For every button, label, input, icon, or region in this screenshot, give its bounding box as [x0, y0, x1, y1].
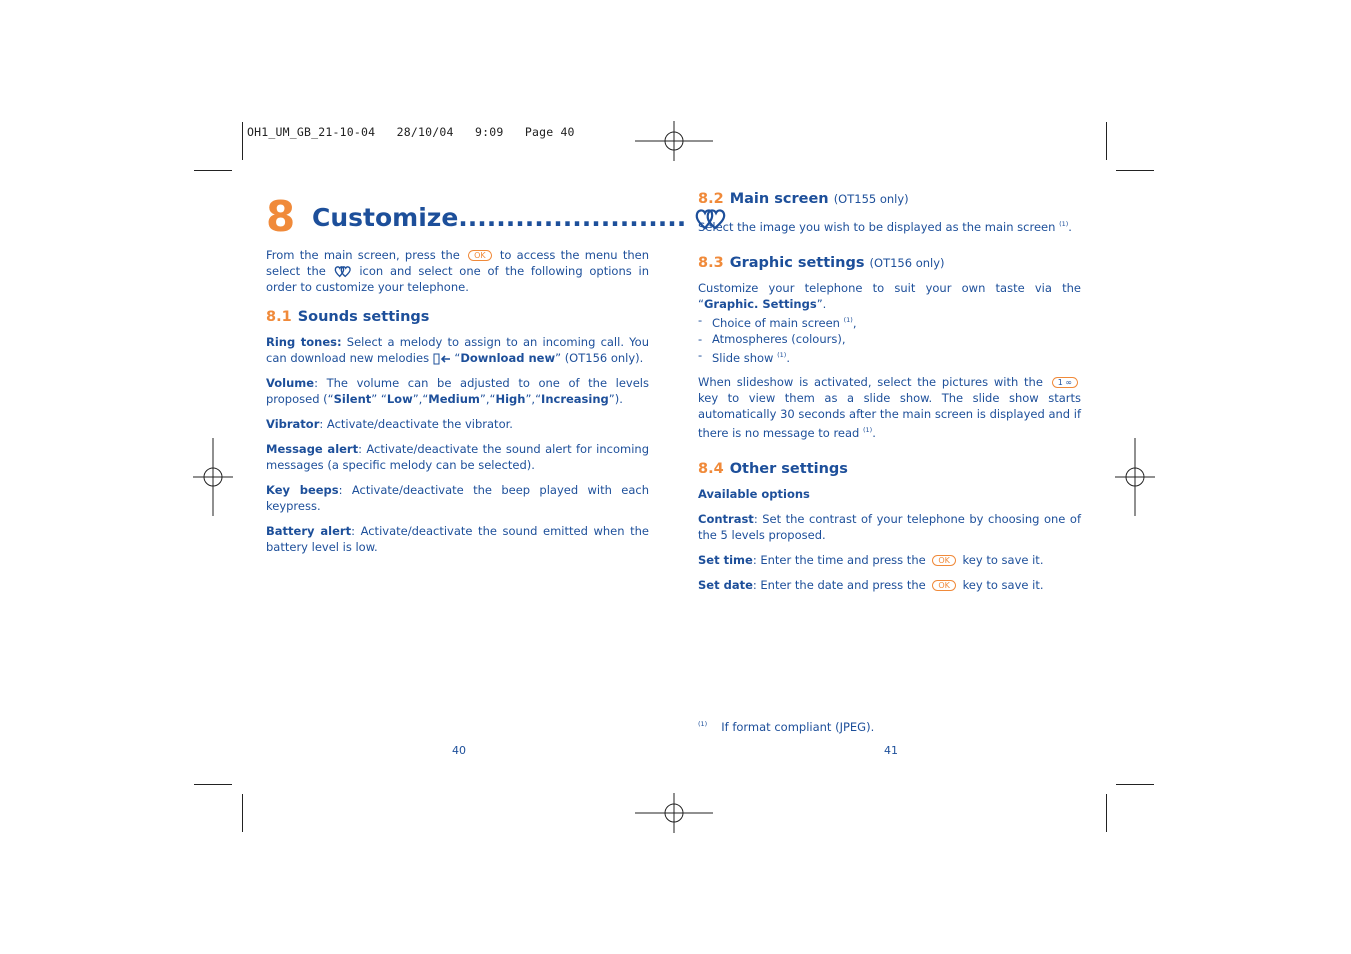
section-heading-8-2: 8.2 Main screen (OT155 only)	[698, 191, 909, 207]
crop-mark	[1116, 784, 1154, 785]
chapter-number: 8	[266, 192, 296, 241]
list-item: - Atmospheres (colours),	[698, 331, 1081, 347]
page-number-left: 40	[452, 744, 466, 757]
crop-mark	[194, 784, 232, 785]
chapter-title	[312, 202, 727, 234]
intro-paragraph: From the main screen, press the OK to access the menu then select the icon and select one of the following options in order to customize your telephone.	[266, 248, 649, 294]
key-1-icon: 1 ∞	[1052, 377, 1078, 388]
battery-alert-paragraph: Battery alert: Activate/deactivate the sound emitted when the battery level is low.	[266, 524, 649, 554]
download-arrow-icon	[433, 353, 451, 365]
ok-key-icon: OK	[932, 580, 956, 591]
volume-paragraph: Volume: The volume can be adjusted to one of the levels proposed (“Silent” “Low”,“Medium”,“High”,“Increasing”).	[266, 376, 649, 406]
registration-mark-icon	[635, 793, 713, 833]
vibrator-paragraph: Vibrator: Activate/deactivate the vibrator.	[266, 417, 513, 431]
crop-mark	[242, 794, 243, 832]
crop-mark	[194, 170, 232, 171]
graphic-settings-intro: Customize your telephone to suit your own taste via the “Graphic. Settings”.	[698, 280, 1081, 311]
main-screen-paragraph: Select the image you wish to be displayed as the main screen $^{(1)}$.	[698, 219, 1072, 234]
section-heading-8-1: 8.1 Sounds settings	[266, 309, 430, 325]
customize-hearts-icon	[333, 265, 353, 278]
set-date-paragraph: Set date: Enter the date and press the OK key to save it.	[698, 578, 1044, 593]
key-beeps-paragraph: Key beeps: Activate/deactivate the beep played with each keypress.	[266, 483, 649, 513]
crop-mark	[1106, 122, 1107, 160]
page-number-right: 41	[884, 744, 898, 757]
list-item: - Choice of main screen $^{(1)}$,	[698, 312, 1081, 331]
left-column	[266, 247, 649, 564]
graphic-settings-list	[698, 312, 1081, 366]
crop-mark	[1106, 794, 1107, 832]
contrast-paragraph: Contrast: Set the contrast of your telephone by choosing one of the 5 levels proposed.	[698, 512, 1081, 543]
set-time-paragraph: Set time: Enter the time and press the OK key to save it.	[698, 553, 1044, 568]
ring-tones-paragraph: Ring tones: Select a melody to assign to an incoming call. You can download new melodies “Download new” (OT156 only).	[266, 335, 649, 365]
registration-mark-icon	[635, 121, 713, 161]
crop-mark	[242, 122, 243, 160]
section-heading-8-4: 8.4 Other settings	[698, 461, 848, 478]
slideshow-paragraph: When slideshow is activated, select the pictures with the 1 ∞ key to view them as a slide show. The slide show starts automatically 30 seconds after the main screen is displayed and if there is no message to read $^{(1)}$.	[698, 375, 1081, 441]
registration-mark-icon	[193, 438, 233, 516]
chapter-title-text: Customize........................	[312, 203, 687, 232]
available-options-label: Available options	[698, 487, 810, 502]
footnote: $^{(1)}$ If format compliant (JPEG).	[698, 720, 875, 734]
ok-key-icon: OK	[468, 250, 492, 261]
right-column	[698, 191, 1081, 602]
message-alert-paragraph: Message alert: Activate/deactivate the sound alert for incoming messages (a specific melody can be selected).	[266, 442, 649, 472]
registration-mark-icon	[1115, 438, 1155, 516]
ok-key-icon: OK	[932, 555, 956, 566]
crop-mark	[1116, 170, 1154, 171]
list-item: - Slide show $^{(1)}$.	[698, 347, 1081, 366]
print-slug: OH1_UM_GB_21-10-04 28/10/04 9:09 Page 40	[247, 125, 575, 139]
section-heading-8-3: 8.3 Graphic settings (OT156 only)	[698, 254, 945, 271]
